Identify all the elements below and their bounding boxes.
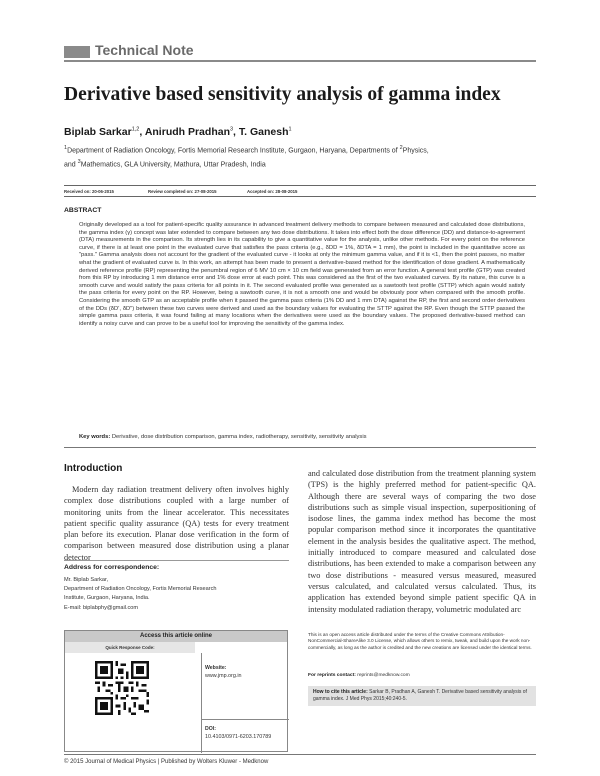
keywords-list: Derivative, dose distribution comparison, gamma index, radiotherapy, sensitivity, sensitivity analysis bbox=[111, 434, 367, 440]
access-heading: Access this article online bbox=[65, 631, 287, 642]
citation-label: How to cite this article: bbox=[313, 689, 368, 695]
author-name: T. Ganesh bbox=[238, 126, 289, 138]
correspondence-email[interactable]: E-mail: biplabphy@gmail.com bbox=[64, 604, 139, 611]
affiliations: $^1$Department of Radiation Oncology, Fortis Memorial Research Institute, Gurgaon, Haryana, Departments of $^2$Physics, and $^3$Mathematics, GLA University, Mathura, Uttar Pradesh, India bbox=[64, 145, 429, 169]
reprints-email[interactable]: reprints@medknow.com bbox=[357, 673, 410, 678]
access-box bbox=[64, 630, 288, 752]
author-affil-sup: 3 bbox=[229, 126, 234, 133]
doi-label: DOI: bbox=[205, 726, 216, 732]
qr-label: Quick Response Code: bbox=[65, 642, 195, 653]
correspondence-heading: Address for correspondence: bbox=[64, 564, 160, 571]
footer-rule bbox=[64, 754, 536, 755]
reprints bbox=[308, 673, 410, 678]
author-affil-sup: 1,2 bbox=[131, 126, 140, 133]
divider bbox=[201, 719, 289, 720]
divider bbox=[64, 560, 289, 561]
introduction-col1: Modern day radiation treatment delivery often involves highly complex dose distributions coupled with a large number of monitoring units from the linear accelerator. This necessitates patient specific quality assurance (QA) tests for every treatment plan before its execution. Planar dose verification in the form of comparison between measured dose distribution using a planar detector bbox=[64, 485, 289, 562]
accepted-date: Accepted on: 28-08-2015 bbox=[247, 189, 298, 194]
section-label: Technical Note bbox=[95, 42, 194, 58]
author-list: Biplab Sarkar$^{1,2}$, Anirudh Pradhan$^3$, T. Ganesh$^1$ bbox=[64, 126, 292, 138]
correspondence-address: Mr. Biplab Sarkar, Department of Radiation Oncology, Fortis Memorial Research Institute, Gurgaon, Haryana, India. E-mail: biplabphy@gmail.com bbox=[64, 576, 289, 613]
divider bbox=[64, 447, 536, 448]
keywords bbox=[79, 434, 525, 440]
section-rule bbox=[64, 60, 536, 62]
website-label: Website: bbox=[205, 665, 227, 671]
doi-link[interactable]: 10.4103/0971-6203.170789 bbox=[205, 734, 272, 740]
article-title: Derivative based sensitivity analysis of gamma index bbox=[64, 84, 501, 105]
introduction-col2: and calculated dose distribution from the treatment planning system (TPS) is the highly preferred method for patient-specific QA. Although there are several ways of comparing the two dose distributions such as simple visual inspection, superpositioning of isodose lines, the gamma index method has become the most popular comparison method since it incorporates the quantitative element in the analysis besides the qualitative aspect. The method, initially introduced to compare measured and calculated dose distributions, has been extended to make a comparison between any two dose distributions - measured versus measured, measured versus calculated, and calculated versus calculated. Thus, its application has extended beyond simple patient specific QA in intensity modulated radiation therapy, volumetric modulated arc bbox=[308, 469, 536, 614]
qr-code-icon[interactable] bbox=[95, 661, 149, 715]
abstract-text: Originally developed as a tool for patient-specific quality assurance in advanced treatment delivery methods to compare between measured and calculated dose distributions, the gamma index (γ) concept was later extended to compare between any two dose distributions. It takes into effect both the dose difference (DD) and distance-to-agreement (DTA) measurements in the comparison. Its strength lies in its capability to give a quantitative value for the analysis, unlike other methods. For every point on the reference curve, if there is at least one point in the evaluated curve that satisfies the pass criteria (e.g., δDD = 1%, δDTA = 1 mm), the point is included in the quantitative score as "pass." Gamma analysis does not account for the gradient of the evaluated curve - it looks at only the minimum gamma value, and if it is <1, then the point passes, no matter what the gradient of evaluated curve is. In this work, an attempt has been made to present a derivative-based method for the identification of dose gradient. A mathematically derived reference profile (RP) representing the penumbral region of 6 MV 10 cm × 10 cm field was generated from an error function. A general test profile (GTP) was created from this RP by introducing 1 mm distance error and 1% dose error at each point. This was considered as the first of the two evaluated curves. By its nature, this curve is a smooth curve and would satisfy the pass criteria for all points in it. The second evaluated profile was generated as a sawtooth test profile (STTP) which again would satisfy the pass criteria for every point on the RP. However, being a sawtooth curve, it is not a smooth one and would be obviously poor when compared with the smooth profile. Considering the smooth GTP as an acceptable profile when it passed the gamma pass criteria (1% DD and 1 mm DTA) against the RP, the first and second order derivatives of the DDs (δD', δD") between these two curves were derived and used as the boundary values for evaluating the STTP against the RP. Even though the STTP passed the simple gamma pass criteria, it was found failing at many locations when the derivatives were used as the boundary values. The proposed derivative-based method can identify a noisy curve and can prove to be a useful tool for improving the sensitivity of the gamma index. bbox=[79, 222, 525, 327]
citation-box bbox=[308, 686, 536, 706]
divider bbox=[201, 653, 202, 753]
introduction-heading: Introduction bbox=[64, 463, 123, 474]
section-marker bbox=[64, 46, 90, 58]
website-link[interactable]: www.jmp.org.in bbox=[205, 673, 242, 679]
reprints-label: For reprints contact: bbox=[308, 673, 356, 678]
review-date: Review completed on: 27-08-2015 bbox=[148, 189, 217, 194]
received-date: Received on: 20-06-2015 bbox=[64, 189, 114, 194]
author-affil-sup: 1 bbox=[288, 126, 292, 133]
page-footer: © 2015 Journal of Medical Physics | Published by Wolters Kluwer - Medknow bbox=[64, 759, 269, 765]
open-access-note: This is an open access article distributed under the terms of the Creative Commons Attribution-NonCommercial-ShareAlike 3.0 License, which allows others to remix, tweak, and build upon the work non-commercially, as long as the author is credited and the new creations are licensed under the identical terms. bbox=[308, 632, 532, 650]
article-dates bbox=[64, 185, 536, 197]
citation-text: Sarkar B, Pradhan A, Ganesh T. Derivative based sensitivity analysis of gamma index. J Med Phys 2015;40:240-5. bbox=[313, 689, 527, 702]
abstract-heading: ABSTRACT bbox=[64, 207, 102, 214]
keywords-label: Key words: bbox=[79, 434, 111, 440]
author-name: Anirudh Pradhan bbox=[144, 126, 230, 138]
author-name: Biplab Sarkar bbox=[64, 126, 132, 138]
